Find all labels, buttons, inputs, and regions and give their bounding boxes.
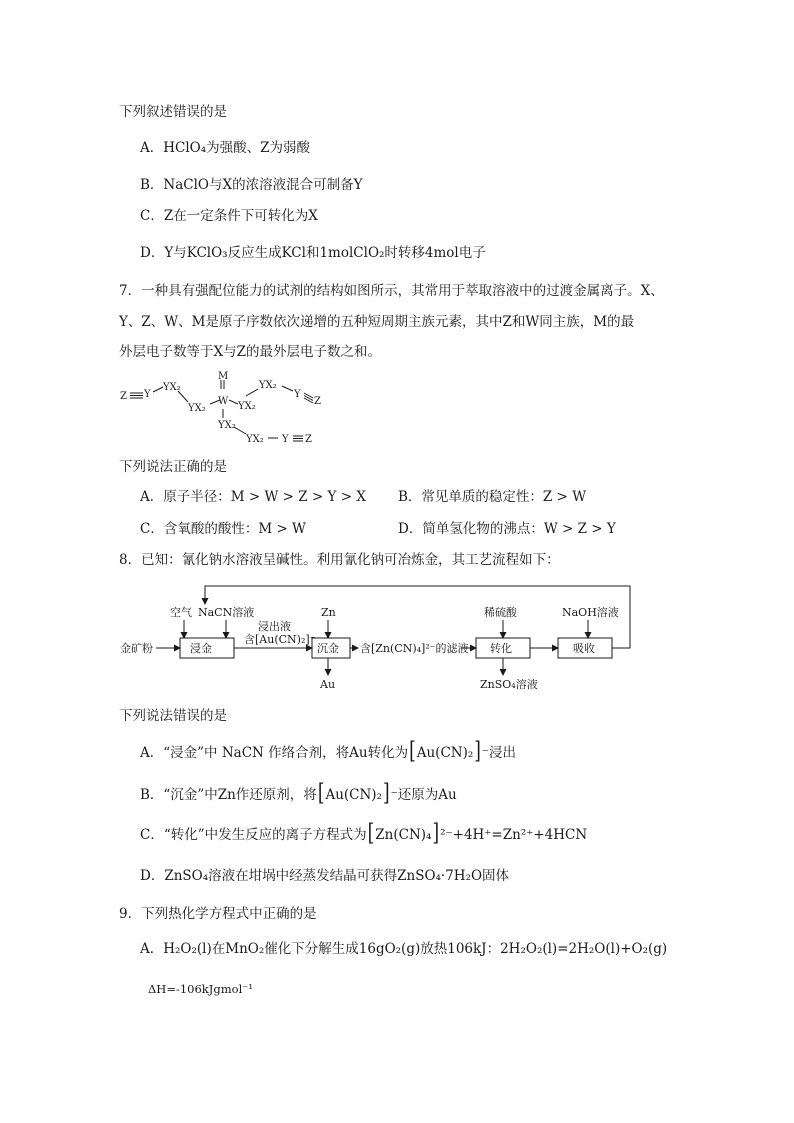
box-leach-label: 浸金 <box>190 642 212 655</box>
q7-text-line-3: 外层电子数等于X与Z的最外层电子数之和。 <box>119 344 381 360</box>
atom-w: W <box>218 396 229 407</box>
q7-option-c: C．含氧酸的酸性：M > W <box>140 521 306 537</box>
q6-stem: 下列叙述错误的是 <box>119 104 227 120</box>
q8-stem: 下列说法错误的是 <box>119 708 227 724</box>
atom-z-right: Z <box>314 396 321 407</box>
q8-option-a: A．“浸金”中 NaCN 作络合剂，将Au转化为[Au(CN)₂]⁻浸出 <box>140 738 517 766</box>
q7-option-d: D．简单氢化物的沸点：W > Z > Y <box>398 521 616 537</box>
q8-c-text: C．“转化”中发生反应的离子方程式为 <box>140 827 367 843</box>
box-convert-label: 转化 <box>490 642 512 655</box>
atom-z-down: Z <box>305 434 312 445</box>
q8-c-ion: Zn(CN)₄ <box>375 827 432 843</box>
q8-b-ion: Au(CN)₂ <box>325 787 382 803</box>
q7-stem: 下列说法正确的是 <box>119 459 227 475</box>
q9-option-a: A．H₂O₂(l)在MnO₂催化下分解生成16gO₂(g)放热106kJ：2H₂O₂(l)=2H₂O(l)+O₂(g) <box>140 941 668 957</box>
q6-option-d: D．Y与KClO₃反应生成KCl和1molClO₂时转移4mol电子 <box>140 245 486 261</box>
label-leach-liquor: 浸出液 <box>258 620 291 633</box>
q7-option-a: A．原子半径：M > W > Z > Y > X <box>140 489 366 505</box>
atom-y-down: Y <box>282 434 289 445</box>
group-yx2-left-2: YX₂ <box>188 403 206 414</box>
output-znso4: ZnSO₄溶液 <box>480 678 538 691</box>
q7-option-b: B．常见单质的稳定性：Z > W <box>398 489 587 505</box>
q8-c-text-end: ²⁻+4H⁺=Zn²⁺+4HCN <box>440 827 588 843</box>
input-dilute-h2so4: 稀硫酸 <box>484 606 517 619</box>
box-precipitate-label: 沉金 <box>317 642 339 655</box>
input-zn: Zn <box>321 606 336 619</box>
box-absorb-label: 吸收 <box>573 642 595 655</box>
q7-text-line-1: 7．一种具有强配位能力的试剂的结构如图所示，其常用于萃取溶液中的过渡金属离子。X、 <box>119 283 664 299</box>
atom-z-left: Z <box>120 391 127 402</box>
q7-structure-diagram <box>118 366 348 452</box>
input-naoh: NaOH溶液 <box>562 606 619 619</box>
group-yx2-down-2: YX₂ <box>246 434 264 445</box>
q7-text-line-2: Y、Z、W、M是原子序数依次递增的五种短周期主族元素，其中Z和W同主族，M的最 <box>119 314 635 330</box>
atom-m: M <box>218 371 229 382</box>
q9-text-line-1: 9．下列热化学方程式中正确的是 <box>119 906 317 922</box>
q6-option-c: C．Z在一定条件下可转化为X <box>140 208 318 224</box>
q9-option-a-enthalpy: ΔH=-106kJgmol⁻¹ <box>148 982 253 996</box>
input-air: 空气 <box>170 606 192 619</box>
atom-y-left: Y <box>144 389 151 400</box>
q8-b-text-end: ⁻还原为Au <box>390 787 457 803</box>
q8-a-ion: Au(CN)₂ <box>416 745 474 761</box>
input-nacn: NaCN溶液 <box>198 606 255 619</box>
q8-b-text: B．“沉金”中Zn作还原剂，将 <box>140 787 317 803</box>
q8-text-line-1: 8．已知：氰化钠水溶液呈碱性。利用氰化钠可冶炼金，其工艺流程如下： <box>119 552 560 568</box>
label-leach-contains: 含[Au(CN)₂]⁻ <box>244 633 316 646</box>
group-yx2-right-2: YX₂ <box>259 380 277 391</box>
label-filtrate: 含[Zn(CN)₄]²⁻的滤液 <box>360 642 469 655</box>
group-yx2-down-1: YX₂ <box>218 420 236 431</box>
group-yx2-right-1: YX₂ <box>238 401 256 412</box>
q8-option-c: C．“转化”中发生反应的离子方程式为[Zn(CN)₄]²⁻+4H⁺=Zn²⁺+4HCN <box>140 820 588 848</box>
q8-process-flowchart <box>118 580 638 700</box>
q6-option-b: B．NaClO与X的浓溶液混合可制备Y <box>140 177 363 193</box>
q8-a-text-end: ⁻浸出 <box>481 745 517 761</box>
atom-y-right: Y <box>294 389 301 400</box>
output-au: Au <box>320 678 336 691</box>
group-yx2-left-1: YX₂ <box>163 382 181 393</box>
q8-option-b: B．“沉金”中Zn作还原剂，将[Au(CN)₂]⁻还原为Au <box>140 780 457 808</box>
q8-a-text: A．“浸金”中 NaCN 作络合剂，将Au转化为 <box>140 745 409 761</box>
q8-option-d: D．ZnSO₄溶液在坩埚中经蒸发结晶可获得ZnSO₄·7H₂O固体 <box>140 868 510 884</box>
input-ore: 金矿粉 <box>120 642 153 655</box>
q6-option-a: A．HClO₄为强酸、Z为弱酸 <box>140 140 311 156</box>
